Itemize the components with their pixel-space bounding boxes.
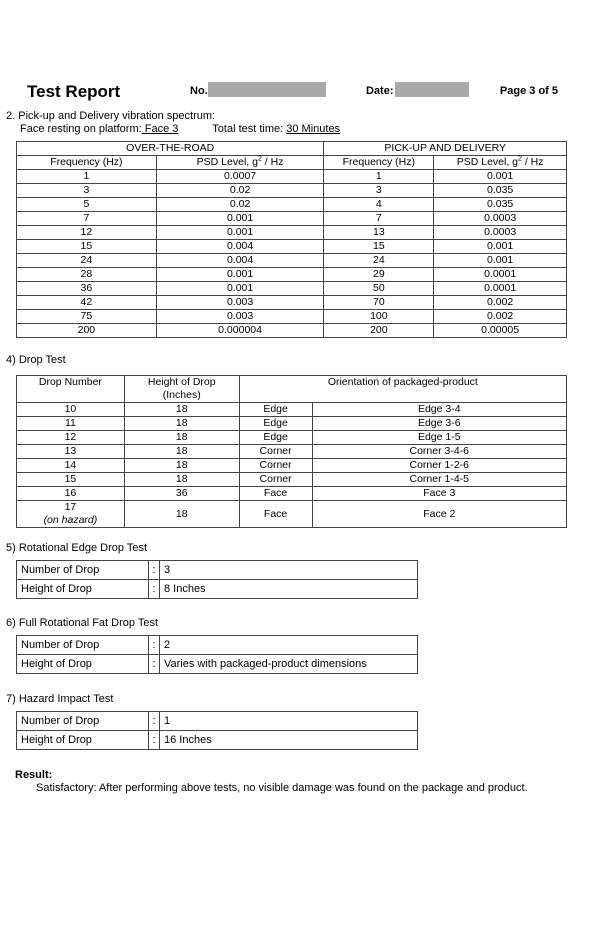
pd-frequency-cell: 13 [324,226,434,240]
pd-psd-cell: 0.0003 [434,226,567,240]
drop-type-cell: Edge [239,403,312,417]
drop-number-cell: 15 [17,473,125,487]
pd-frequency-cell: 7 [324,212,434,226]
col-psd-level: PSD Level, $g^2$ / Hz [156,156,324,170]
section-6-heading: 6) Full Rotational Fat Drop Test [6,617,159,629]
pd-psd-cell: 0.0001 [434,268,567,282]
otr-frequency-cell: 12 [17,226,157,240]
table-row [17,310,567,324]
pd-psd-cell: 0.035 [434,184,567,198]
field-value: 16 Inches [160,731,418,750]
section-4-heading: 4) Drop Test [6,354,66,366]
table-row [17,459,567,473]
drop-orientation-cell: Corner 1-4-5 [312,473,566,487]
otr-psd-cell: 0.004 [156,240,324,254]
pd-frequency-cell: 50 [324,282,434,296]
redacted-date [395,82,469,97]
redacted-report-number [208,82,326,97]
field-colon: : [149,731,160,750]
drop-orientation-cell: Face 2 [312,501,566,528]
table-row [17,268,567,282]
pd-psd-cell: 0.001 [434,170,567,184]
drop-test-table [16,375,567,528]
col-frequency: Frequency (Hz) [324,156,434,170]
table-row [17,198,567,212]
col-drop-height: Height of Drop (Inches) [124,376,239,403]
pd-frequency-cell: 4 [324,198,434,212]
otr-psd-cell: 0.004 [156,254,324,268]
table-row [17,296,567,310]
otr-psd-cell: 0.02 [156,184,324,198]
drop-height-cell: 18 [124,473,239,487]
field-colon: : [149,655,160,674]
table-row [17,445,567,459]
date-label: Date: [366,85,394,97]
hazard-note: (on hazard) [43,514,98,526]
drop-orientation-cell: Corner 3-4-6 [312,445,566,459]
pd-psd-cell: 0.0001 [434,282,567,296]
face-label: Face resting on platform: [20,123,142,135]
pd-frequency-cell: 1 [324,170,434,184]
section-7-heading: 7) Hazard Impact Test [6,693,114,705]
pd-psd-cell: 0.002 [434,296,567,310]
otr-psd-cell: 0.0007 [156,170,324,184]
otr-psd-cell: 0.001 [156,226,324,240]
field-value: 1 [160,712,418,731]
pd-frequency-cell: 15 [324,240,434,254]
table-row [17,403,567,417]
drop-number-cell: 14 [17,459,125,473]
drop-height-cell: 18 [124,417,239,431]
table-row [17,324,567,338]
table-row [17,417,567,431]
pd-psd-cell: 0.001 [434,254,567,268]
field-colon: : [149,561,160,580]
otr-frequency-cell: 36 [17,282,157,296]
table-row [17,731,418,750]
drop-height-cell: 18 [124,459,239,473]
result-text: Satisfactory: After performing above tests, no visible damage was found on the package and product. [36,782,528,794]
face-value: Face 3 [141,123,179,135]
drop-number-cell: 11 [17,417,125,431]
field-value: 8 Inches [160,580,418,599]
col-orientation: Orientation of packaged-product [239,376,566,403]
page-indicator: Page 3 of 5 [499,85,558,97]
drop-type-cell: Edge [239,431,312,445]
report-number-label: No. [190,85,208,97]
table-row [17,655,418,674]
otr-frequency-cell: 15 [17,240,157,254]
drop-orientation-cell: Face 3 [312,487,566,501]
otr-psd-cell: 0.003 [156,310,324,324]
vibration-spectrum-table [16,141,567,338]
pd-frequency-cell: 3 [324,184,434,198]
drop-height-cell: 36 [124,487,239,501]
drop-number-cell: 13 [17,445,125,459]
pd-psd-cell: 0.00005 [434,324,567,338]
field-colon: : [149,580,160,599]
otr-frequency-cell: 28 [17,268,157,282]
table-row [17,226,567,240]
table-row [17,184,567,198]
table-row [17,561,418,580]
pd-frequency-cell: 200 [324,324,434,338]
otr-psd-cell: 0.02 [156,198,324,212]
pd-frequency-cell: 100 [324,310,434,324]
table-row [17,240,567,254]
otr-psd-cell: 0.003 [156,296,324,310]
otr-frequency-cell: 7 [17,212,157,226]
drop-height-cell: 18 [124,501,239,528]
col-frequency: Frequency (Hz) [17,156,157,170]
field-value: Varies with packaged-product dimensions [160,655,418,674]
field-value: 2 [160,636,418,655]
time-value: 30 Minutes [286,123,341,135]
field-value: 3 [160,561,418,580]
otr-frequency-cell: 5 [17,198,157,212]
drop-type-cell: Corner [239,473,312,487]
report-title: Test Report [27,82,121,101]
hazard-impact-table [16,711,418,750]
drop-height-cell: 18 [124,431,239,445]
field-label: Number of Drop [17,636,149,655]
pd-frequency-cell: 70 [324,296,434,310]
field-label: Height of Drop [17,655,149,674]
pd-frequency-cell: 29 [324,268,434,282]
table-row [17,580,418,599]
pd-psd-cell: 0.0003 [434,212,567,226]
table-row [17,636,418,655]
otr-psd-cell: 0.001 [156,282,324,296]
drop-number-cell: 12 [17,431,125,445]
pd-psd-cell: 0.001 [434,240,567,254]
drop-type-cell: Face [239,501,312,528]
group-pickup-delivery: PICK-UP AND DELIVERY [324,142,567,156]
otr-frequency-cell: 75 [17,310,157,324]
table-row [17,473,567,487]
table-row [17,431,567,445]
otr-frequency-cell: 3 [17,184,157,198]
drop-type-cell: Edge [239,417,312,431]
drop-number-cell: 10 [17,403,125,417]
drop-type-cell: Corner [239,445,312,459]
table-row [17,487,567,501]
table-row [17,254,567,268]
table-row [17,170,567,184]
otr-psd-cell: 0.001 [156,212,324,226]
table-row [17,712,418,731]
otr-frequency-cell: 200 [17,324,157,338]
pd-frequency-cell: 24 [324,254,434,268]
col-psd-level: PSD Level, $g^2$ / Hz [434,156,567,170]
field-label: Number of Drop [17,561,149,580]
pd-psd-cell: 0.035 [434,198,567,212]
drop-orientation-cell: Edge 3-6 [312,417,566,431]
field-colon: : [149,636,160,655]
otr-psd-cell: 0.000004 [156,324,324,338]
table-row [17,212,567,226]
otr-frequency-cell: 1 [17,170,157,184]
field-label: Height of Drop [17,731,149,750]
field-label: Number of Drop [17,712,149,731]
drop-orientation-cell: Edge 3-4 [312,403,566,417]
drop-type-cell: Face [239,487,312,501]
drop-height-cell: 18 [124,445,239,459]
otr-frequency-cell: 42 [17,296,157,310]
field-colon: : [149,712,160,731]
drop-number-cell: 16 [17,487,125,501]
rotational-edge-drop-table [16,560,418,599]
group-over-the-road: OVER-THE-ROAD [17,142,324,156]
drop-type-cell: Corner [239,459,312,473]
section-2-heading: 2. Pick-up and Delivery vibration spectrum: [6,110,216,122]
col-drop-number: Drop Number [17,376,125,403]
full-rotational-drop-table [16,635,418,674]
table-row [17,282,567,296]
field-label: Height of Drop [17,580,149,599]
time-label: Total test time: [212,123,284,135]
drop-height-cell: 18 [124,403,239,417]
pd-psd-cell: 0.002 [434,310,567,324]
otr-psd-cell: 0.001 [156,268,324,282]
section-5-heading: 5) Rotational Edge Drop Test [6,542,148,554]
result-label: Result: [15,769,53,781]
otr-frequency-cell: 24 [17,254,157,268]
face-resting-line [20,123,340,136]
drop-orientation-cell: Corner 1-2-6 [312,459,566,473]
drop-orientation-cell: Edge 1-5 [312,431,566,445]
drop-number-cell: 17 (on hazard) [17,501,125,528]
